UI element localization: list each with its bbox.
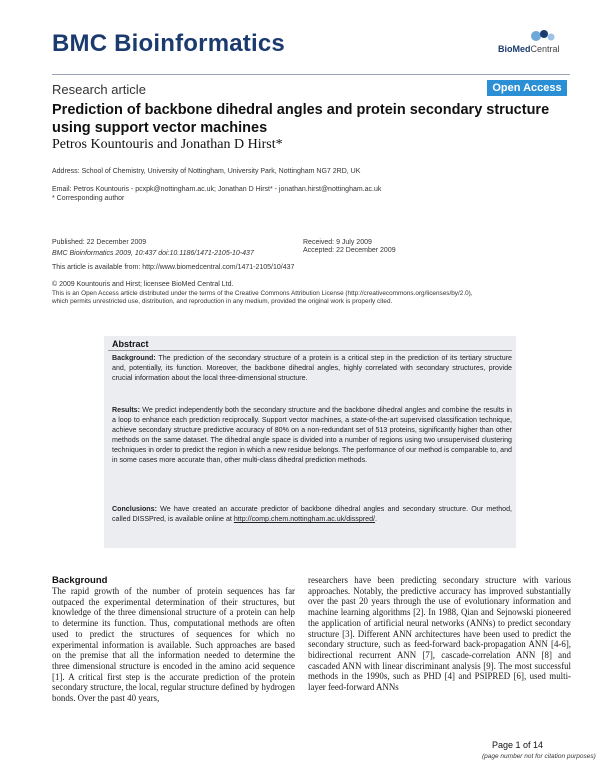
open-access-badge: Open Access — [487, 80, 567, 96]
license-line-2: which permits unrestricted use, distribution, and reproduction in any medium, provided the original work is properly cited. — [52, 298, 393, 305]
background-text: The prediction of the secondary structure of a protein is a critical step in the prediction of its tertiary structure and, potentially, its function. Moreover, the backbone dihedral angles, highly correlated with secondary structures, provide crucial information about the local three-dimensional structure. — [112, 354, 512, 382]
abstract-background — [112, 353, 512, 383]
conclusions-end: . — [375, 515, 378, 523]
page-note: (page number not for citation purposes) — [482, 753, 596, 760]
accepted-date: Accepted: 22 December 2009 — [303, 247, 396, 254]
citation: BMC Bioinformatics 2009, 10:437 doi:10.1186/1471-2105-10-437 — [52, 250, 254, 257]
background-label: Background: — [112, 354, 156, 362]
article-authors: Petros Kountouris and Jonathan D Hirst* — [52, 137, 283, 152]
license-line-1: This is an Open Access article distributed under the terms of the Creative Commons Attribution License (http://creativecommons.org/licenses/by/2.0), — [52, 290, 473, 297]
copyright: © 2009 Kountouris and Hirst; licensee BioMed Central Ltd. — [52, 281, 234, 288]
published-date: Published: 22 December 2009 — [52, 239, 147, 246]
logo-bio-text: BioMed — [498, 44, 531, 54]
section-heading-background: Background — [52, 575, 108, 586]
abstract-conclusions — [112, 504, 512, 524]
conclusions-label: Conclusions: — [112, 505, 157, 513]
page-number: Page 1 of 14 — [492, 740, 544, 750]
journal-title: BMC Bioinformatics — [52, 30, 285, 57]
article-type: Research article — [52, 82, 146, 97]
received-date: Received: 9 July 2009 — [303, 239, 372, 246]
abstract-heading: Abstract — [112, 339, 149, 349]
abstract-results — [112, 405, 512, 465]
header-divider — [52, 74, 570, 75]
biomed-central-logo — [498, 28, 568, 62]
corresponding-author: * Corresponding author — [52, 195, 125, 202]
conclusions-text: We have created an accurate predictor of backbone dihedral angles and secondary structure. Our method, called DISSPred, is available online at — [112, 505, 512, 523]
abstract-divider — [108, 350, 512, 351]
logo-mark-icon — [498, 28, 568, 44]
author-emails: Email: Petros Kountouris - pcxpk@nottingham.ac.uk; Jonathan D Hirst* - jonathan.hirst@nottingham.ac.uk — [52, 186, 382, 193]
logo-central-text: Central — [530, 44, 560, 54]
article-url[interactable]: This article is available from: http://www.biomedcentral.com/1471-2105/10/437 — [52, 264, 295, 271]
body-left-column: The rapid growth of the number of protein sequences has far outpaced the experimental determination of their structures, but knowledge of the three dimensional structure of a protein can help to determine its function. Thus, computational methods are often used to predict the structures of sequences for which no experimental information is available. Such approaches are based on the premise that all the information needed to determine the three dimensional structure is encoded in the amino acid sequence [1]. A critical first step is the accurate prediction of the protein secondary structure, the local, regular structure defined by hydrogen bonds. Over the past 40 years, — [52, 586, 295, 704]
results-text: We predict independently both the secondary structure and the backbone dihedral angles and combine the results in a loop to enhance each prediction reciprocally. Support vector machines, a state-of-the-art supervised classification technique, achieve secondary structure predictive accuracy of 80% on a non-redundant set of 513 proteins, significantly higher than other methods on the same dataset. The dihedral angle space is divided into a number of regions using two unsupervised clustering techniques in order to predict the region in which a new residue belongs. The performance of our method is comparable to, and in some cases more accurate than, other multi-class dihedral prediction methods. — [112, 406, 512, 464]
disspred-link[interactable]: http://comp.chem.nottingham.ac.uk/disspred/ — [233, 515, 376, 523]
article-title: Prediction of backbone dihedral angles and protein secondary structure using support vector machines — [52, 102, 550, 136]
results-label: Results: — [112, 406, 140, 414]
body-right-column: researchers have been predicting secondary structure with various approaches. Notably, the predictive accuracy has improved substantially over the past 20 years through the use of evolutionary information and machine learning algorithms [2]. In 1988, Qian and Sejnowski pioneered the application of artificial neural networks (ANNs) to predict secondary structure [3]. Different ANN architectures have been used to predict the secondary structure, such as feed-forward back-propagation ANN [4-6], bidirectional recurrent ANN [7], cascade-correlation ANN [8] and cascaded ANN with linear discriminant analysis [9]. The most successful methods in the 1990s, such as PHD [4] and PSIPRED [6], used multi-layer feed-forward ANNs — [308, 575, 571, 693]
author-address: Address: School of Chemistry, University of Nottingham, University Park, Nottingham NG7 2RD, UK — [52, 168, 361, 175]
